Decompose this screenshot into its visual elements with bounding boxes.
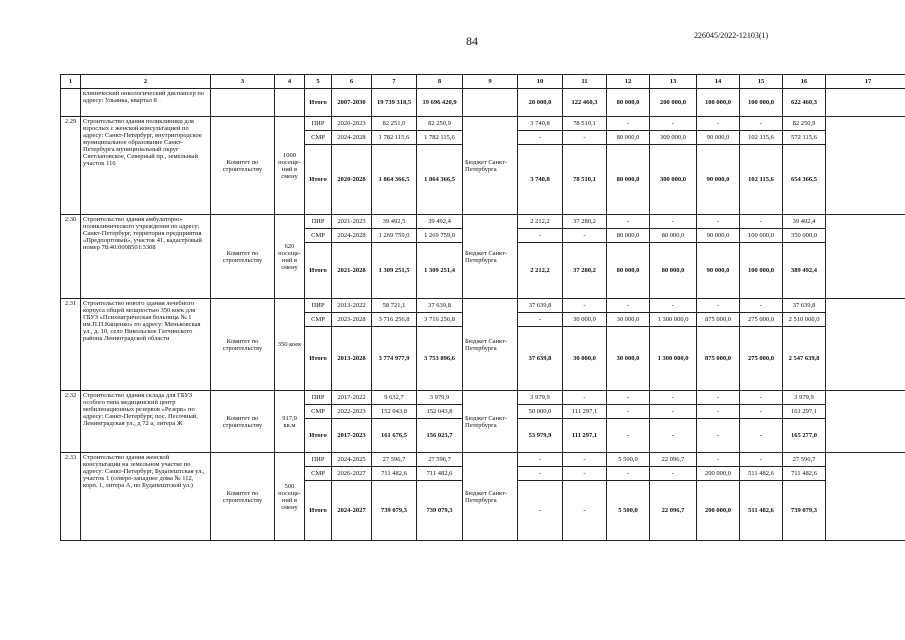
value-cell: -	[697, 405, 740, 419]
value-cell: 275 000,0	[740, 313, 783, 327]
cost-cell: 1 782 115,6	[372, 131, 417, 145]
capacity-cell: 1000 посеще-ний в смену	[275, 117, 305, 215]
value-cell: 711 482,6	[783, 467, 826, 481]
value-cell: 30 000,0	[563, 327, 607, 391]
customer-cell: Комитет по строительству	[211, 391, 275, 453]
value-cell: -	[650, 391, 697, 405]
project-number-cell: 2.32	[61, 391, 81, 453]
stage-cell: СМР	[305, 405, 332, 419]
value-cell: -	[740, 453, 783, 467]
value-cell: -	[740, 299, 783, 313]
value-cell: 90 000,0	[697, 243, 740, 299]
value-cell: 100 000,0	[740, 89, 783, 117]
value-cell: 80 000,0	[607, 243, 650, 299]
value-cell: -	[650, 405, 697, 419]
cost-cell: 9 632,7	[372, 391, 417, 405]
value-cell: -	[740, 391, 783, 405]
value-cell: -	[740, 117, 783, 131]
header-cell: 17	[826, 75, 905, 89]
stage-cell: СМР	[305, 131, 332, 145]
cost-cell: 39 492,5	[372, 215, 417, 229]
limit-cell: 1 864 366,5	[417, 145, 463, 215]
value-cell: 78 510,1	[563, 117, 607, 131]
value-cell: 82 250,9	[783, 117, 826, 131]
header-row	[61, 75, 905, 89]
value-cell: 5 500,0	[607, 481, 650, 541]
value-cell: 3 979,9	[783, 391, 826, 405]
stage-cell: ПИР	[305, 117, 332, 131]
project-number-cell	[61, 89, 81, 117]
stage-cell: ПИР	[305, 299, 332, 313]
value-cell: 161 297,1	[783, 405, 826, 419]
header-cell: 8	[417, 75, 463, 89]
value-cell: 37 639,8	[783, 299, 826, 313]
value-cell: -	[518, 453, 563, 467]
stage-cell: Итого	[305, 327, 332, 391]
limit-cell: 3 753 896,6	[417, 327, 463, 391]
value-cell: 200 000,0	[697, 481, 740, 541]
customer-cell: Комитет по строительству	[211, 215, 275, 299]
value-cell: -	[518, 229, 563, 243]
investment-program-table	[60, 74, 905, 541]
cost-cell: 27 596,7	[372, 453, 417, 467]
period-cell: 2026-2027	[332, 467, 372, 481]
customer-cell	[211, 89, 275, 117]
source-cell: Бюджет Санкт-Петербурга	[463, 453, 518, 541]
value-cell: 30 000,0	[607, 327, 650, 391]
header-cell: 11	[563, 75, 607, 89]
source-cell: Бюджет Санкт-Петербурга	[463, 299, 518, 391]
value-cell: 5 500,0	[607, 453, 650, 467]
limit-cell: 152 043,8	[417, 405, 463, 419]
table-row	[61, 299, 905, 313]
value-cell: 275 000,0	[740, 327, 783, 391]
header-cell: 5	[305, 75, 332, 89]
table-row	[61, 453, 905, 467]
value-cell: -	[650, 299, 697, 313]
value-cell: -	[563, 131, 607, 145]
value-cell: 165 277,0	[783, 419, 826, 453]
stage-cell: ПИР	[305, 215, 332, 229]
header-cell: 1	[61, 75, 81, 89]
table-row	[61, 89, 905, 117]
value-cell: 3 979,9	[518, 391, 563, 405]
period-cell: 2007-2030	[332, 89, 372, 117]
value-cell: 50 000,0	[518, 405, 563, 419]
value-cell: -	[607, 391, 650, 405]
cost-cell: 1 269 759,0	[372, 229, 417, 243]
header-cell: 12	[607, 75, 650, 89]
value-cell: 3 740,8	[518, 145, 563, 215]
capacity-cell	[275, 89, 305, 117]
value-cell: -	[607, 467, 650, 481]
source-cell: Бюджет Санкт-Петербурга	[463, 117, 518, 215]
value-cell: 2 547 639,8	[783, 327, 826, 391]
value-cell: 2 510 000,0	[783, 313, 826, 327]
stage-cell: ПИР	[305, 453, 332, 467]
project-name-cell: клинический онкологический диспансер по адресу: Ульянка, квартал 8	[81, 89, 211, 117]
value-cell: 622 460,3	[783, 89, 826, 117]
value-cell: -	[518, 313, 563, 327]
value-cell: -	[740, 419, 783, 453]
source-cell	[463, 89, 518, 117]
period-cell: 2021-2023	[332, 215, 372, 229]
value-cell: -	[563, 299, 607, 313]
stage-cell: Итого	[305, 419, 332, 453]
value-cell: 90 000,0	[697, 229, 740, 243]
cost-cell: 1 864 366,5	[372, 145, 417, 215]
value-cell: 875 000,0	[697, 327, 740, 391]
value-cell: 53 979,9	[518, 419, 563, 453]
period-cell: 2022-2023	[332, 405, 372, 419]
value-cell: 80 000,0	[607, 145, 650, 215]
period-cell: 2017-2023	[332, 419, 372, 453]
value-cell: -	[740, 405, 783, 419]
header-cell: 16	[783, 75, 826, 89]
value-cell: -	[607, 299, 650, 313]
period-cell: 2023-2028	[332, 313, 372, 327]
value-cell: 111 297,1	[563, 419, 607, 453]
value-cell: 20 000,0	[518, 89, 563, 117]
header-cell: 15	[740, 75, 783, 89]
value-cell: 80 000,0	[650, 243, 697, 299]
value-cell: -	[650, 419, 697, 453]
value-cell: 100 000,0	[740, 243, 783, 299]
value-cell: -	[697, 215, 740, 229]
limit-cell: 156 023,7	[417, 419, 463, 453]
period-cell: 2020-2023	[332, 117, 372, 131]
value-cell: -	[740, 215, 783, 229]
value-cell: -	[563, 481, 607, 541]
value-cell: -	[518, 467, 563, 481]
capacity-cell: 350 коек	[275, 299, 305, 391]
value-cell: -	[607, 405, 650, 419]
value-cell: 122 460,3	[563, 89, 607, 117]
period-cell: 2024-2025	[332, 453, 372, 467]
period-cell: 2024-2027	[332, 481, 372, 541]
header-cell: 7	[372, 75, 417, 89]
value-cell: -	[563, 391, 607, 405]
value-cell: 300 000,0	[650, 145, 697, 215]
capacity-cell: 500 посеще-ний в смену	[275, 453, 305, 541]
value-cell: -	[563, 467, 607, 481]
header-cell: 4	[275, 75, 305, 89]
table-row	[61, 215, 905, 229]
value-cell: -	[607, 117, 650, 131]
period-cell: 2024-2028	[332, 229, 372, 243]
note-cell	[826, 215, 905, 299]
table-row	[61, 117, 905, 131]
header-cell: 6	[332, 75, 372, 89]
value-cell: -	[518, 481, 563, 541]
value-cell: 2 212,2	[518, 243, 563, 299]
value-cell: -	[650, 117, 697, 131]
limit-cell: 27 596,7	[417, 453, 463, 467]
value-cell: 511 482,6	[740, 481, 783, 541]
note-cell	[826, 453, 905, 541]
value-cell: 300 000,0	[650, 131, 697, 145]
value-cell: 739 079,3	[783, 481, 826, 541]
limit-cell: 1 782 115,6	[417, 131, 463, 145]
value-cell: -	[563, 229, 607, 243]
value-cell: 572 115,6	[783, 131, 826, 145]
header-cell: 14	[697, 75, 740, 89]
value-cell: -	[650, 467, 697, 481]
project-name-cell: Строительство здания склада для ГБУЗ особого типа медицинский центр мобилизационных резервов «Резерв» по адресу: Санкт-Петербург, пос. Песочный, Ленинградская ул., д 72 а, литера Ж	[81, 391, 211, 453]
value-cell: -	[697, 453, 740, 467]
value-cell: 22 096,7	[650, 453, 697, 467]
value-cell: 200 000,0	[697, 467, 740, 481]
limit-cell: 1 269 759,0	[417, 229, 463, 243]
header-cell: 3	[211, 75, 275, 89]
period-cell: 2013-2022	[332, 299, 372, 313]
value-cell: 22 096,7	[650, 481, 697, 541]
note-cell	[826, 299, 905, 391]
value-cell: 200 000,0	[650, 89, 697, 117]
header-cell: 2	[81, 75, 211, 89]
project-name-cell: Строительство здания амбулаторно-поликлинического учреждения по адресу: Санкт-Петербург, территория предприятия «Предпортовый», участок 41, кадастровый номер 78:40:0008501:3308	[81, 215, 211, 299]
cost-cell: 82 251,0	[372, 117, 417, 131]
note-cell	[826, 117, 905, 215]
limit-cell: 3 979,9	[417, 391, 463, 405]
period-cell: 2013-2028	[332, 327, 372, 391]
value-cell: -	[697, 391, 740, 405]
note-cell	[826, 391, 905, 453]
value-cell: 511 482,6	[740, 467, 783, 481]
header-cell: 9	[463, 75, 518, 89]
value-cell: -	[650, 215, 697, 229]
cost-cell: 3 716 256,8	[372, 313, 417, 327]
customer-cell: Комитет по строительству	[211, 117, 275, 215]
value-cell: 102 115,6	[740, 145, 783, 215]
limit-cell: 37 639,8	[417, 299, 463, 313]
value-cell: 37 639,8	[518, 299, 563, 313]
capacity-cell: 917,9 кв.м	[275, 391, 305, 453]
source-cell: Бюджет Санкт-Петербурга	[463, 391, 518, 453]
period-cell: 2024-2028	[332, 131, 372, 145]
source-cell: Бюджет Санкт-Петербурга	[463, 215, 518, 299]
value-cell: -	[518, 131, 563, 145]
period-cell: 2021-2028	[332, 243, 372, 299]
project-number-cell: 2.29	[61, 117, 81, 215]
limit-cell: 711 482,6	[417, 467, 463, 481]
value-cell: 1 300 000,0	[650, 327, 697, 391]
project-number-cell: 2.31	[61, 299, 81, 391]
value-cell: -	[563, 453, 607, 467]
limit-cell: 39 492,4	[417, 215, 463, 229]
cost-cell: 1 309 251,5	[372, 243, 417, 299]
project-name-cell: Строительство здания женской консультации на земельном участке по адресу: Санкт-Петербург, Будапештская ул., участок 1 (северо-западнее дома № 112, корп. 1, литера А, по Будапештской ул.)	[81, 453, 211, 541]
stage-cell: СМР	[305, 229, 332, 243]
cost-cell: 58 721,1	[372, 299, 417, 313]
cost-cell: 152 043,8	[372, 405, 417, 419]
header-cell: 13	[650, 75, 697, 89]
value-cell: 80 000,0	[607, 89, 650, 117]
project-name-cell: Строительство здания поликлиники для взрослых с женской консультацией по адресу: Санкт-Петербург, внутригородское муниципальное образование Санкт-Петербурга муниципальный округ Светлановское, Северный пр., земельный участок 116	[81, 117, 211, 215]
table-row	[61, 391, 905, 405]
customer-cell: Комитет по строительству	[211, 299, 275, 391]
value-cell: -	[697, 419, 740, 453]
stage-cell: СМР	[305, 313, 332, 327]
stage-cell: Итого	[305, 89, 332, 117]
limit-cell: 1 309 251,4	[417, 243, 463, 299]
value-cell: 111 297,1	[563, 405, 607, 419]
cost-cell: 19 739 318,5	[372, 89, 417, 117]
value-cell: 30 000,0	[563, 313, 607, 327]
limit-cell: 3 716 256,8	[417, 313, 463, 327]
project-number-cell: 2.30	[61, 215, 81, 299]
project-name-cell: Строительство нового здания лечебного корпуса общей мощностью 350 коек для ГБУЗ «Психиатрическая больница № 1 им.П.П.Кащенко» по адресу: Меньковская ул., д. 10, село Никольское Гатчинского района Ленинградской области	[81, 299, 211, 391]
stage-cell: Итого	[305, 145, 332, 215]
value-cell: 100 000,0	[740, 229, 783, 243]
document-number: 226045/2022-12103(1)	[694, 31, 769, 40]
value-cell: 27 596,7	[783, 453, 826, 467]
value-cell: 3 740,8	[518, 117, 563, 131]
value-cell: 350 000,0	[783, 229, 826, 243]
value-cell: 37 639,8	[518, 327, 563, 391]
value-cell: 37 280,2	[563, 243, 607, 299]
value-cell: 389 492,4	[783, 243, 826, 299]
value-cell: 37 280,2	[563, 215, 607, 229]
stage-cell: Итого	[305, 481, 332, 541]
limit-cell: 19 696 420,9	[417, 89, 463, 117]
value-cell: 100 000,0	[697, 89, 740, 117]
stage-cell: Итого	[305, 243, 332, 299]
value-cell: 90 000,0	[697, 145, 740, 215]
value-cell: 30 000,0	[607, 313, 650, 327]
cost-cell: 3 774 977,9	[372, 327, 417, 391]
value-cell: 80 000,0	[650, 229, 697, 243]
value-cell: 80 000,0	[607, 229, 650, 243]
value-cell: 78 510,1	[563, 145, 607, 215]
value-cell: 39 492,4	[783, 215, 826, 229]
header-cell: 10	[518, 75, 563, 89]
stage-cell: СМР	[305, 467, 332, 481]
limit-cell: 82 250,9	[417, 117, 463, 131]
value-cell: -	[607, 419, 650, 453]
value-cell: -	[697, 299, 740, 313]
cost-cell: 161 676,5	[372, 419, 417, 453]
value-cell: 2 212,2	[518, 215, 563, 229]
stage-cell: ПИР	[305, 391, 332, 405]
value-cell: -	[607, 215, 650, 229]
period-cell: 2017-2022	[332, 391, 372, 405]
value-cell: 654 366,5	[783, 145, 826, 215]
value-cell: 80 000,0	[607, 131, 650, 145]
page-number: 84	[466, 34, 478, 48]
limit-cell: 739 079,3	[417, 481, 463, 541]
note-cell	[826, 89, 905, 117]
value-cell: 90 000,0	[697, 131, 740, 145]
value-cell: 875 000,0	[697, 313, 740, 327]
value-cell: 1 300 000,0	[650, 313, 697, 327]
capacity-cell: 620 посеще-ний в смену	[275, 215, 305, 299]
value-cell: 102 115,6	[740, 131, 783, 145]
value-cell: -	[697, 117, 740, 131]
cost-cell: 711 482,6	[372, 467, 417, 481]
period-cell: 2020-2028	[332, 145, 372, 215]
customer-cell: Комитет по строительству	[211, 453, 275, 541]
cost-cell: 739 079,3	[372, 481, 417, 541]
project-number-cell: 2.33	[61, 453, 81, 541]
